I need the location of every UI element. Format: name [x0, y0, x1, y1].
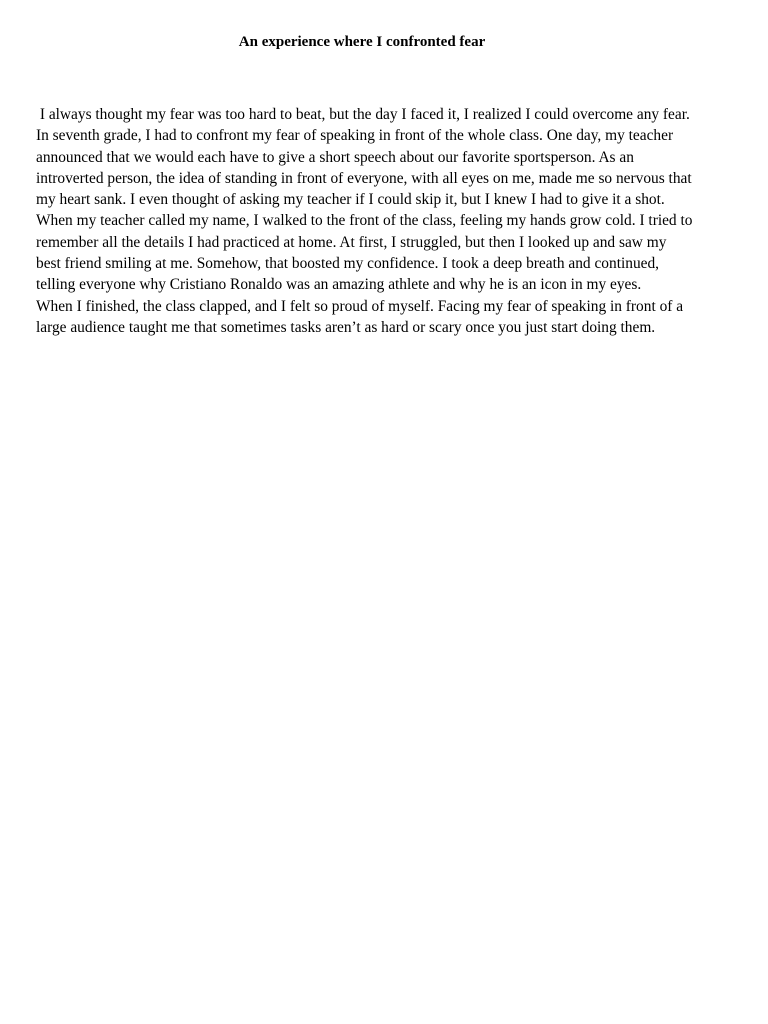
body-line: my heart sank. I even thought of asking my teacher if I could skip it, but I knew I had to give it a shot. — [36, 191, 665, 209]
body-line: best friend smiling at me. Somehow, that boosted my confidence. I took a deep breath and continued, — [36, 255, 660, 273]
body-line: I always thought my fear was too hard to beat, but the day I faced it, I realized I could overcome any fear. — [36, 106, 690, 123]
body-line: In seventh grade, I had to confront my fear of speaking in front of the whole class. One day, my teacher — [36, 127, 674, 145]
body-line: remember all the details I had practiced at home. At first, I struggled, but then I looked up and saw my — [36, 233, 667, 251]
body-line: introverted person, the idea of standing in front of everyone, with all eyes on me, made me so nervous that — [36, 169, 692, 187]
body-line: announced that we would each have to give a short speech about our favorite sportsperson. As an — [36, 148, 634, 166]
body-line: large audience taught me that sometimes tasks aren’t as hard or scary once you just start doing them. — [36, 318, 656, 336]
document-title: An experience where I confronted fear — [238, 34, 486, 50]
body-line: When my teacher called my name, I walked to the front of the class, feeling my hands grow cold. I tried to — [36, 212, 693, 230]
body-line: When I finished, the class clapped, and I felt so proud of myself. Facing my fear of speaking in front of a — [36, 297, 684, 315]
document-body — [36, 104, 736, 338]
body-line: telling everyone why Cristiano Ronaldo was an amazing athlete and why he is an icon in my eyes. — [36, 276, 642, 294]
